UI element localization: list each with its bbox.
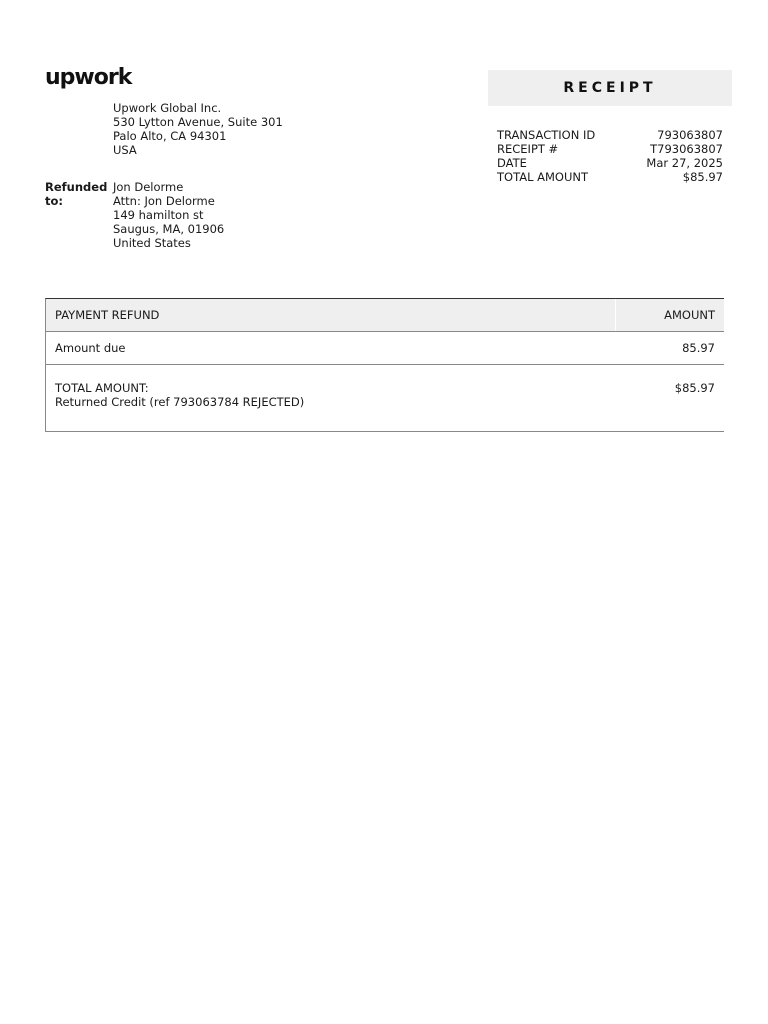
- refund-city: Saugus, MA, 01906: [113, 222, 225, 236]
- refund-country: United States: [113, 236, 191, 250]
- table-row: [46, 332, 724, 365]
- refund-name: Jon Delorme: [113, 180, 184, 194]
- meta-value: Mar 27, 2025: [646, 156, 723, 170]
- company-street: 530 Lytton Avenue, Suite 301: [113, 115, 283, 129]
- total-label: TOTAL AMOUNT:: [55, 381, 149, 395]
- meta-value: T793063807: [650, 142, 723, 156]
- meta-label: RECEIPT #: [497, 142, 559, 156]
- meta-row-date: [497, 156, 723, 170]
- total-row: [46, 365, 724, 431]
- total-description: [46, 365, 616, 431]
- refund-address: [113, 180, 333, 250]
- refunded-to-label: Refunded to:: [45, 180, 108, 208]
- meta-value: 793063807: [657, 128, 723, 142]
- refund-attn: Attn: Jon Delorme: [113, 194, 215, 208]
- row-description: Amount due: [55, 341, 126, 355]
- header-payment-refund: PAYMENT REFUND: [55, 308, 160, 322]
- upwork-logo: upwork: [45, 65, 132, 90]
- meta-row-receipt-number: [497, 142, 723, 156]
- receipt-header: [488, 70, 732, 106]
- company-city: Palo Alto, CA 94301: [113, 129, 227, 143]
- company-name: Upwork Global Inc.: [113, 101, 222, 115]
- refund-table: [45, 298, 724, 432]
- meta-row-transaction-id: [497, 128, 723, 142]
- total-amount: $85.97: [674, 381, 715, 395]
- total-note: Returned Credit (ref 793063784 REJECTED): [55, 395, 305, 409]
- company-address: [113, 101, 313, 157]
- meta-label: TRANSACTION ID: [497, 128, 596, 142]
- company-country: USA: [113, 143, 137, 157]
- refund-street: 149 hamilton st: [113, 208, 204, 222]
- meta-row-total-amount: [497, 170, 723, 184]
- receipt-title: RECEIPT: [563, 80, 657, 96]
- header-amount: AMOUNT: [615, 299, 724, 331]
- meta-label: DATE: [497, 156, 527, 170]
- row-amount: 85.97: [682, 341, 715, 355]
- meta-label: TOTAL AMOUNT: [497, 170, 589, 184]
- table-header: [46, 299, 724, 332]
- receipt-meta: [497, 128, 723, 184]
- meta-value: $85.97: [682, 170, 723, 184]
